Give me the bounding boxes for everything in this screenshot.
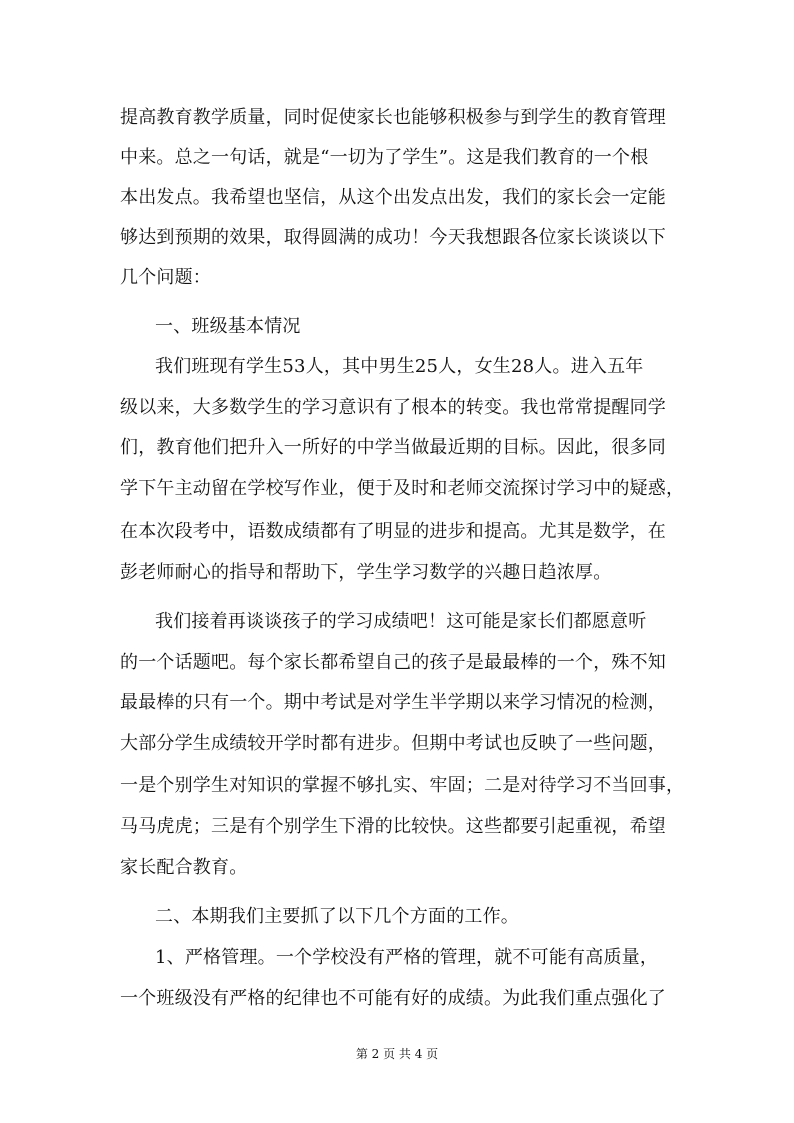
paragraph-line: 大部分学生成绩较开学时都有进步。但期中考试也反映了一些问题，: [120, 733, 666, 754]
paragraph-line: 1、严格管理。一个学校没有严格的管理，就不可能有高质量，: [155, 947, 659, 968]
paragraph-line: 中来。总之一句话，就是“一切为了学生”。这是我们教育的一个根: [120, 147, 649, 168]
paragraph-line: 我们班现有学生53人，其中男生25人，女生28人。进入五年: [155, 356, 644, 377]
paragraph-line: 级以来，大多数学生的学习意识有了根本的转变。我也常常提醒同学: [120, 397, 666, 418]
paragraph-line: 本出发点。我希望也坚信，从这个出发点出发，我们的家长会一定能: [120, 187, 666, 208]
paragraph-line: 最最棒的只有一个。期中考试是对学生半学期以来学习情况的检测，: [120, 692, 666, 713]
paragraph-line: 在本次段考中，语数成绩都有了明显的进步和提高。尤其是数学，在: [120, 521, 666, 542]
paragraph-line: 家长配合教育。: [120, 857, 248, 878]
paragraph-line: 几个问题：: [120, 267, 211, 288]
paragraph-line: 提高教育教学质量，同时促使家长也能够积极参与到学生的教育管理: [120, 107, 666, 128]
paragraph-line: 的一个话题吧。每个家长都希望自己的孩子是最最棒的一个，殊不知: [120, 652, 666, 673]
paragraph-line: 一是个别学生对知识的掌握不够扎实、牢固；二是对待学习不当回事，: [120, 775, 685, 796]
paragraph-line: 学下午主动留在学校写作业，便于及时和老师交流探讨学习中的疑惑，: [120, 478, 685, 499]
paragraph-line: 一个班级没有严格的纪律也不可能有好的成绩。为此我们重点强化了: [120, 988, 666, 1009]
paragraph-line: 马马虎虎；三是有个别学生下滑的比较快。这些都要引起重视，希望: [120, 816, 666, 837]
page-number: 第 2 页 共 4 页: [355, 1047, 439, 1061]
section-heading: 一、班级基本情况: [155, 316, 301, 337]
paragraph-line: 们，教育他们把升入一所好的中学当做最近期的目标。因此，很多同: [120, 437, 666, 458]
paragraph-line: 够达到预期的效果，取得圆满的成功！今天我想跟各位家长谈谈以下: [120, 227, 666, 248]
paragraph-line: 彭老师耐心的指导和帮助下，学生学习数学的兴趣日趋浓厚。: [120, 562, 612, 583]
section-heading: 二、本期我们主要抓了以下几个方面的工作。: [155, 906, 519, 927]
paragraph-line: 我们接着再谈谈孩子的学习成绩吧！这可能是家长们都愿意听: [155, 611, 647, 632]
